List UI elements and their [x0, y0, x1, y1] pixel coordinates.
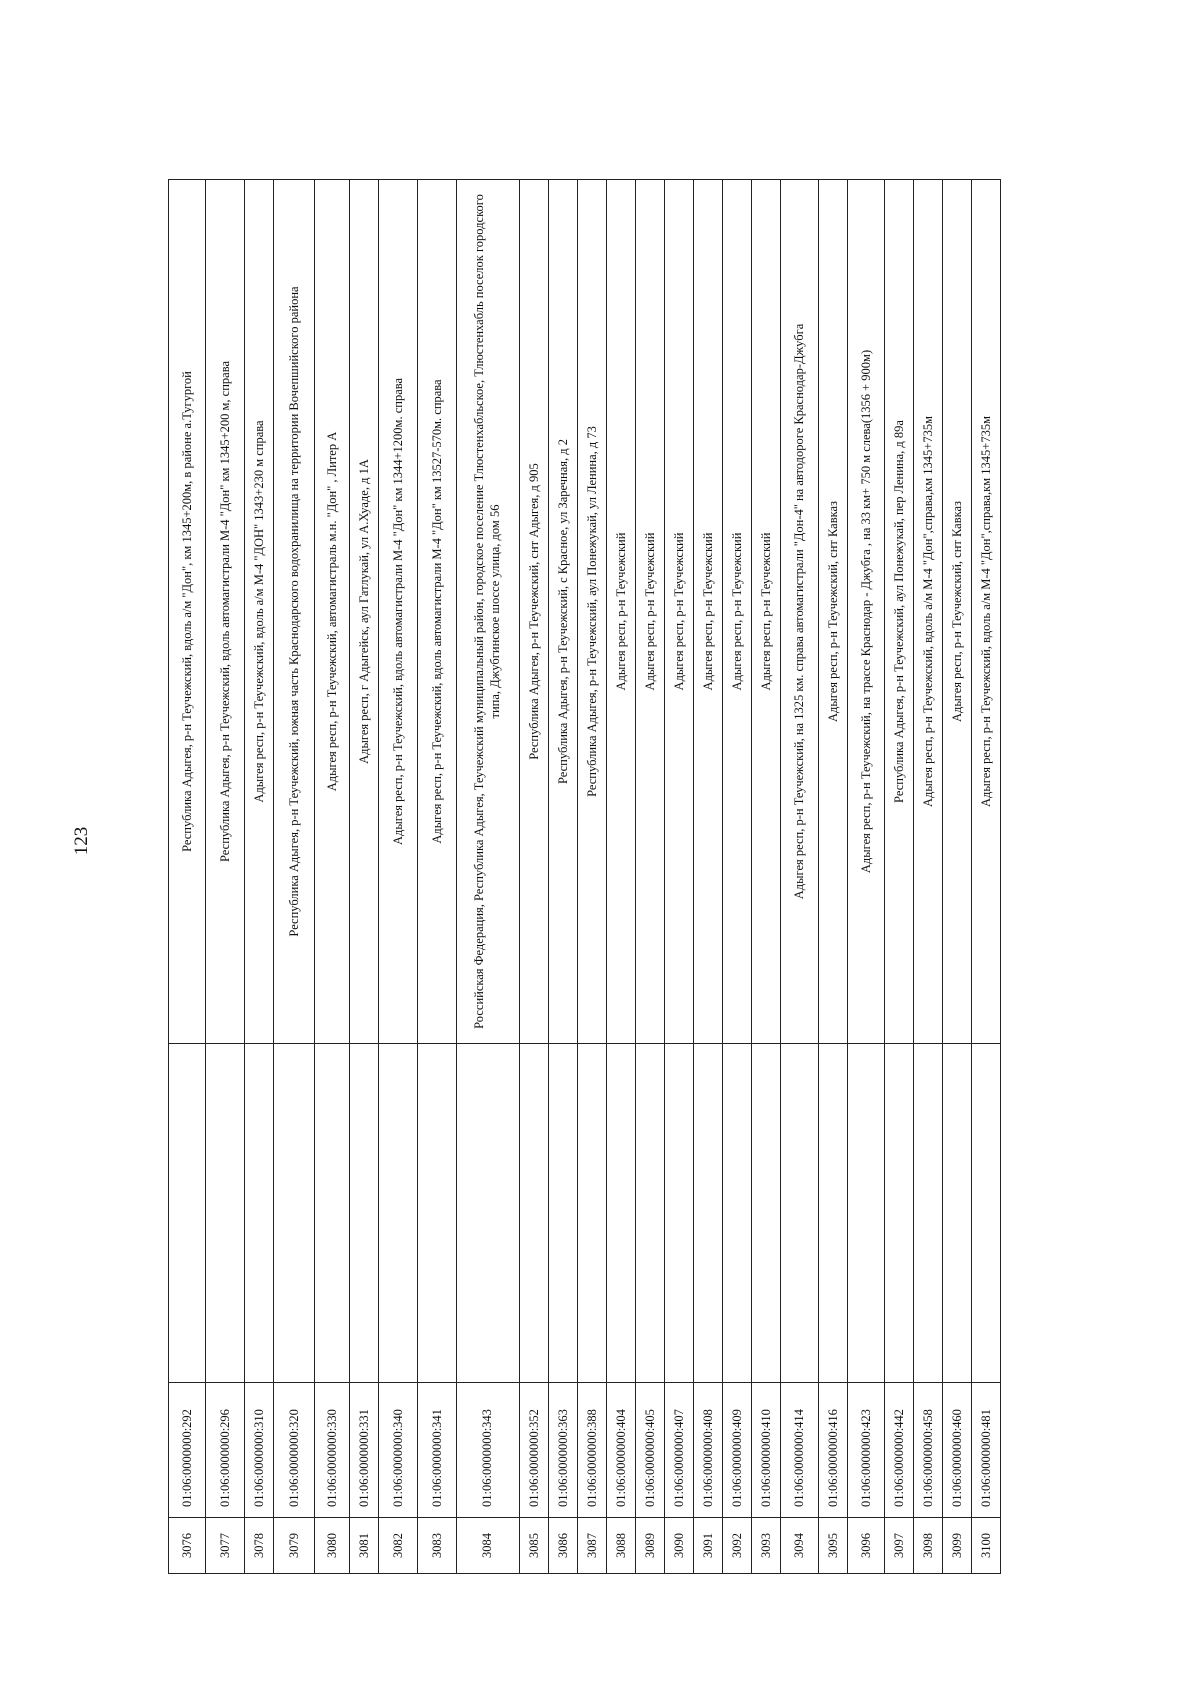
- row-number-cell: 3099: [943, 1518, 972, 1574]
- address-cell: Республика Адыгея, р-н Теучежский, снт Адыгея, д 905: [520, 180, 549, 1044]
- page-number: 123: [71, 826, 92, 856]
- cadastral-number-cell: 01:06:0000000:331: [350, 1383, 379, 1518]
- empty-cell: [206, 1044, 245, 1383]
- row-number-cell: 3077: [206, 1518, 245, 1574]
- address-cell: Адыгея респ, р-н Теучежский, на трассе Краснодар - Джубга , на 33 км+ 750 м слева(1356 + 900м): [848, 180, 885, 1044]
- table-row: [457, 180, 520, 1574]
- address-cell: Адыгея респ, г Адыгейск, аул Гатлукай, ул А.Хуаде, д 1А: [350, 180, 379, 1044]
- address-cell: Адыгея респ, р-н Теучежский: [694, 180, 723, 1044]
- table-row: [418, 180, 457, 1574]
- table-row: [752, 180, 781, 1574]
- empty-cell: [418, 1044, 457, 1383]
- row-number-cell: 3087: [578, 1518, 607, 1574]
- empty-cell: [607, 1044, 636, 1383]
- row-number-cell: 3098: [914, 1518, 943, 1574]
- cadastral-number-cell: 01:06:0000000:409: [723, 1383, 752, 1518]
- address-cell: Адыгея респ, р-н Теучежский, вдоль а/м М-4 "ДОН" 1343+230 м справа: [245, 180, 274, 1044]
- row-number-cell: 3090: [665, 1518, 694, 1574]
- row-number-cell: 3076: [169, 1518, 206, 1574]
- table-row: [943, 180, 972, 1574]
- address-cell: Адыгея респ, р-н Теучежский, вдоль автомагистрали М-4 "Дон" км 13527-570м. справа: [418, 180, 457, 1044]
- row-number-cell: 3095: [819, 1518, 848, 1574]
- table-row: [549, 180, 578, 1574]
- address-cell: Адыгея респ, р-н Теучежский: [607, 180, 636, 1044]
- table-body: [169, 180, 1001, 1574]
- empty-cell: [781, 1044, 819, 1383]
- row-number-cell: 3093: [752, 1518, 781, 1574]
- table-row: [819, 180, 848, 1574]
- address-cell: Республика Адыгея, р-н Теучежский, с Красное, ул Заречная, д 2: [549, 180, 578, 1044]
- table-row: [885, 180, 914, 1574]
- empty-cell: [885, 1044, 914, 1383]
- cadastral-number-cell: 01:06:0000000:330: [315, 1383, 350, 1518]
- empty-cell: [457, 1044, 520, 1383]
- table-row: [206, 180, 245, 1574]
- address-cell: Адыгея респ, р-н Теучежский: [752, 180, 781, 1044]
- row-number-cell: 3089: [636, 1518, 665, 1574]
- row-number-cell: 3094: [781, 1518, 819, 1574]
- table-row: [379, 180, 418, 1574]
- row-number-cell: 3100: [972, 1518, 1001, 1574]
- table-row: [578, 180, 607, 1574]
- address-cell: Адыгея респ, р-н Теучежский, вдоль а/м М-4 "Дон",справа,км 1345+735м: [972, 180, 1001, 1044]
- address-cell: Адыгея респ, р-н Теучежский, автомагистраль м.н. "Дон" , Литер А: [315, 180, 350, 1044]
- empty-cell: [315, 1044, 350, 1383]
- table-row: [520, 180, 549, 1574]
- table-row: [245, 180, 274, 1574]
- empty-cell: [819, 1044, 848, 1383]
- table-row: [848, 180, 885, 1574]
- cadastral-number-cell: 01:06:0000000:423: [848, 1383, 885, 1518]
- empty-cell: [848, 1044, 885, 1383]
- row-number-cell: 3078: [245, 1518, 274, 1574]
- cadastral-number-cell: 01:06:0000000:458: [914, 1383, 943, 1518]
- table-row: [274, 180, 315, 1574]
- empty-cell: [914, 1044, 943, 1383]
- cadastral-number-cell: 01:06:0000000:410: [752, 1383, 781, 1518]
- cadastral-number-cell: 01:06:0000000:442: [885, 1383, 914, 1518]
- cadastral-number-cell: 01:06:0000000:352: [520, 1383, 549, 1518]
- cadastral-number-cell: 01:06:0000000:340: [379, 1383, 418, 1518]
- table-row: [607, 180, 636, 1574]
- address-cell: Адыгея респ, р-н Теучежский, вдоль автомагистрали М-4 "Дон" км 1344+1200м. справа: [379, 180, 418, 1044]
- empty-cell: [245, 1044, 274, 1383]
- empty-cell: [578, 1044, 607, 1383]
- table-row: [636, 180, 665, 1574]
- row-number-cell: 3080: [315, 1518, 350, 1574]
- address-cell: Адыгея респ, р-н Теучежский, снт Кавказ: [819, 180, 848, 1044]
- cadastral-number-cell: 01:06:0000000:416: [819, 1383, 848, 1518]
- empty-cell: [972, 1044, 1001, 1383]
- address-cell: Республика Адыгея, р-н Теучежский, вдоль а/м "Дон", км 1345+200м, в районе а.Тугургой: [169, 180, 206, 1044]
- address-cell: Адыгея респ, р-н Теучежский, вдоль а/м М-4 "Дон",справа,км 1345+735м: [914, 180, 943, 1044]
- empty-cell: [379, 1044, 418, 1383]
- row-number-cell: 3085: [520, 1518, 549, 1574]
- cadastral-number-cell: 01:06:0000000:341: [418, 1383, 457, 1518]
- empty-cell: [694, 1044, 723, 1383]
- address-cell: Республика Адыгея, р-н Теучежский, южная часть Краснодарского водохранилища на территории Вочепшийского района: [274, 180, 315, 1044]
- row-number-cell: 3096: [848, 1518, 885, 1574]
- cadastral-number-cell: 01:06:0000000:460: [943, 1383, 972, 1518]
- cadastral-number-cell: 01:06:0000000:320: [274, 1383, 315, 1518]
- address-cell: Адыгея респ, р-н Теучежский, снт Кавказ: [943, 180, 972, 1044]
- empty-cell: [636, 1044, 665, 1383]
- empty-cell: [752, 1044, 781, 1383]
- table-row: [723, 180, 752, 1574]
- cadastral-number-cell: 01:06:0000000:404: [607, 1383, 636, 1518]
- table-row: [972, 180, 1001, 1574]
- cadastral-number-cell: 01:06:0000000:408: [694, 1383, 723, 1518]
- cadastral-number-cell: 01:06:0000000:310: [245, 1383, 274, 1518]
- cadastral-number-cell: 01:06:0000000:296: [206, 1383, 245, 1518]
- empty-cell: [723, 1044, 752, 1383]
- row-number-cell: 3091: [694, 1518, 723, 1574]
- row-number-cell: 3081: [350, 1518, 379, 1574]
- row-number-cell: 3088: [607, 1518, 636, 1574]
- cadastral-number-cell: 01:06:0000000:343: [457, 1383, 520, 1518]
- address-cell: Республика Адыгея, р-н Теучежский, аул Понежукай, пер Ленина, д 89а: [885, 180, 914, 1044]
- address-cell: Республика Адыгея, р-н Теучежский, аул Понежукай, ул Ленина, д 73: [578, 180, 607, 1044]
- land-register-table: [168, 179, 1001, 1574]
- address-cell: Адыгея респ, р-н Теучежский: [636, 180, 665, 1044]
- empty-cell: [169, 1044, 206, 1383]
- empty-cell: [549, 1044, 578, 1383]
- cadastral-number-cell: 01:06:0000000:481: [972, 1383, 1001, 1518]
- cadastral-number-cell: 01:06:0000000:414: [781, 1383, 819, 1518]
- register-table-container: [168, 179, 1103, 1574]
- empty-cell: [350, 1044, 379, 1383]
- cadastral-number-cell: 01:06:0000000:405: [636, 1383, 665, 1518]
- empty-cell: [274, 1044, 315, 1383]
- address-cell: Адыгея респ, р-н Теучежский: [665, 180, 694, 1044]
- row-number-cell: 3083: [418, 1518, 457, 1574]
- table-row: [315, 180, 350, 1574]
- table-row: [914, 180, 943, 1574]
- empty-cell: [520, 1044, 549, 1383]
- cadastral-number-cell: 01:06:0000000:292: [169, 1383, 206, 1518]
- table-row: [169, 180, 206, 1574]
- row-number-cell: 3086: [549, 1518, 578, 1574]
- empty-cell: [665, 1044, 694, 1383]
- row-number-cell: 3092: [723, 1518, 752, 1574]
- row-number-cell: 3097: [885, 1518, 914, 1574]
- address-cell: Республика Адыгея, р-н Теучежский, вдоль автомагистрали М-4 "Дон" км 1345+200 м, справа: [206, 180, 245, 1044]
- table-row: [350, 180, 379, 1574]
- empty-cell: [943, 1044, 972, 1383]
- address-cell: Адыгея респ, р-н Теучежский: [723, 180, 752, 1044]
- cadastral-number-cell: 01:06:0000000:407: [665, 1383, 694, 1518]
- row-number-cell: 3079: [274, 1518, 315, 1574]
- table-row: [665, 180, 694, 1574]
- address-cell: Адыгея респ, р-н Теучежский, на 1325 км. справа автомагистрали "Дон-4" на автодороге Краснодар-Джубга: [781, 180, 819, 1044]
- row-number-cell: 3082: [379, 1518, 418, 1574]
- cadastral-number-cell: 01:06:0000000:363: [549, 1383, 578, 1518]
- table-row: [781, 180, 819, 1574]
- address-cell: Российская Федерация, Республика Адыгея, Теучежский муниципальный район, городское поселение Тлюстенхабльское, Тлюстенхабль поселок городского типа, Джубгинское шоссе улица, дом 56: [457, 180, 520, 1044]
- cadastral-number-cell: 01:06:0000000:388: [578, 1383, 607, 1518]
- row-number-cell: 3084: [457, 1518, 520, 1574]
- table-row: [694, 180, 723, 1574]
